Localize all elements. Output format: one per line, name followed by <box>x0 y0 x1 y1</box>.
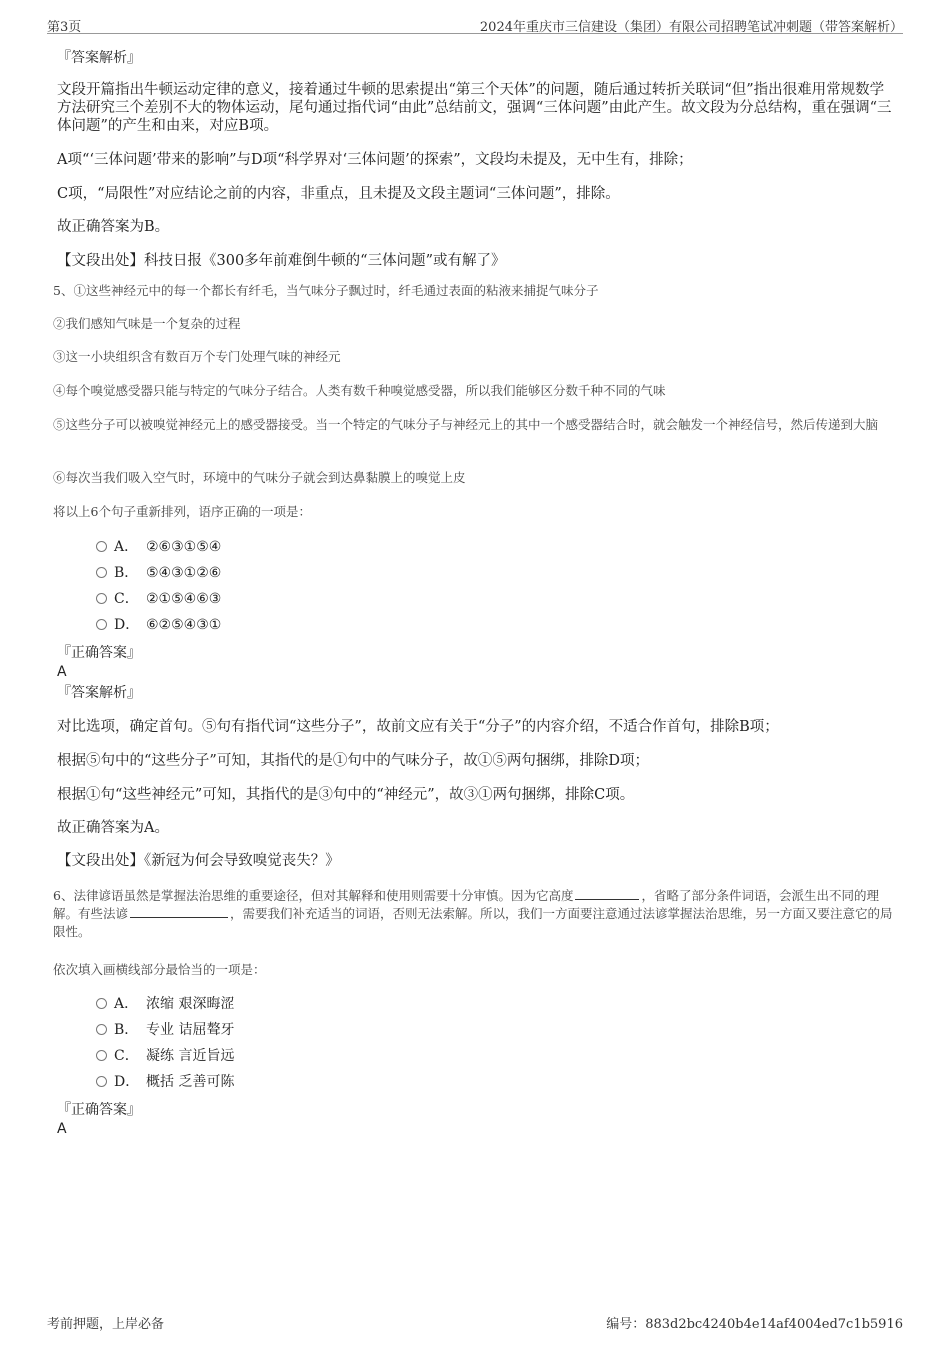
q5-analysis-para-1: 对比选项，确定首句。⑤句有指代词“这些分子”，故前文应有关于“分子”的内容介绍，不适合作首句，排除B项； <box>57 719 779 735</box>
q5-sentence-1: 5、①这些神经元中的每一个都长有纤毛，当气味分子飘过时，纤毛通过表面的粘液来捕捉气味分子 <box>53 283 599 298</box>
radio-icon[interactable] <box>96 593 107 604</box>
option-letter: B． <box>114 1022 139 1038</box>
q5-option-c[interactable] <box>96 590 221 608</box>
q6-passage <box>53 887 898 941</box>
q6-option-d[interactable] <box>96 1073 234 1091</box>
option-text: ②⑥③①⑤④ <box>146 539 222 555</box>
q6-passage-part-1: 6、法律谚语虽然是掌握法治思维的重要途径，但对其解释和使用则需要十分审慎。因为它高度 <box>53 888 574 903</box>
option-letter: D． <box>114 617 140 633</box>
q5-answer: A <box>57 664 67 680</box>
q5-answer-label: 『正确答案』 <box>57 645 141 661</box>
q5-option-a[interactable] <box>96 538 221 556</box>
radio-icon[interactable] <box>96 619 107 630</box>
q6-passage-part-2: ，省略了部分条件词语，会派生出不同的理解。有些法谚 <box>53 888 879 921</box>
page-number: 第3页 <box>47 20 82 35</box>
radio-icon[interactable] <box>96 1050 107 1061</box>
option-letter: A． <box>114 539 139 555</box>
q5-sentence-5: ⑤这些分子可以被嗅觉神经元上的感受器接受。当一个特定的气味分子与神经元上的其中一个感受器结合时，就会触发一个神经信号，然后传递到大脑 <box>53 417 879 432</box>
option-text: 专业 诘屈聱牙 <box>146 1022 235 1038</box>
q6-answer-label: 『正确答案』 <box>57 1102 141 1118</box>
q4-analysis-para-3: C项，“局限性”对应结论之前的内容，非重点，且未提及文段主题词“三体问题”，排除。 <box>57 186 620 202</box>
q5-source: 【文段出处】《新冠为何会导致嗅觉丧失？》 <box>57 853 340 869</box>
option-letter: D． <box>114 1074 140 1090</box>
q6-blank-1 <box>575 887 639 900</box>
option-text: ⑥②⑤④③① <box>146 617 222 633</box>
q5-prompt: 将以上6个句子重新排列，语序正确的一项是： <box>53 504 311 519</box>
header-divider <box>47 33 903 34</box>
page-footer <box>47 1313 903 1331</box>
q5-option-d[interactable] <box>96 616 221 634</box>
q6-blank-2 <box>130 905 228 918</box>
q5-sentence-6: ⑥每次当我们吸入空气时，环境中的气味分子就会到达鼻黏膜上的嗅觉上皮 <box>53 470 466 485</box>
option-text: ②①⑤④⑥③ <box>146 591 222 607</box>
option-text: 浓缩 艰深晦涩 <box>146 996 235 1012</box>
radio-icon[interactable] <box>96 1076 107 1087</box>
footer-slogan: 考前押题，上岸必备 <box>47 1317 165 1332</box>
q5-analysis-label: 『答案解析』 <box>57 685 141 701</box>
page-header <box>47 16 903 34</box>
q6-answer: A <box>57 1121 67 1137</box>
option-letter: A． <box>114 996 139 1012</box>
q4-analysis-para-1: 文段开篇指出牛顿运动定律的意义，接着通过牛顿的思索提出“第三个天体”的问题，随后通过转折关联词“但”指出很难用常规数学方法研究三个差别不大的物体运动，尾句通过指代词“由此”总结前文，强调“三体问题”由此产生。故文段为分总结构，重在强调“三体问题”的产生和由来，对应B项。 <box>57 82 892 134</box>
q5-sentence-2: ②我们感知气味是一个复杂的过程 <box>53 316 241 331</box>
q6-option-a[interactable] <box>96 995 234 1013</box>
option-text: ⑤④③①②⑥ <box>146 565 222 581</box>
q4-source: 【文段出处】科技日报《300多年前难倒牛顿的“三体问题”或有解了》 <box>57 253 506 269</box>
q6-option-b[interactable] <box>96 1021 234 1039</box>
option-letter: C． <box>114 1048 139 1064</box>
q5-analysis-para-2: 根据⑤句中的“这些分子”可知，其指代的是①句中的气味分子，故①⑤两句捆绑，排除D项； <box>57 753 649 769</box>
q5-analysis-para-3: 根据①句“这些神经元”可知，其指代的是③句中的“神经元”，故③①两句捆绑，排除C项。 <box>57 787 635 803</box>
q6-prompt: 依次填入画横线部分最恰当的一项是： <box>53 962 266 977</box>
option-text: 凝练 言近旨远 <box>146 1048 235 1064</box>
q4-analysis-para-2: A项“‘三体问题’带来的影响”与D项“科学界对‘三体问题’的探索”，文段均未提及，无中生有，排除； <box>57 152 693 168</box>
q4-analysis-label: 『答案解析』 <box>57 50 141 66</box>
q5-analysis-para-4: 故正确答案为A。 <box>57 820 169 836</box>
q6-passage-part-3: ，需要我们补充适当的词语，否则无法索解。所以，我们一方面要注意通过法谚掌握法治思维，另一方面又要注意它的局限性。 <box>53 906 893 939</box>
q6-option-c[interactable] <box>96 1047 234 1065</box>
document-title: 2024年重庆市三信建设（集团）有限公司招聘笔试冲刺题（带答案解析） <box>479 20 903 35</box>
option-text: 概括 乏善可陈 <box>146 1074 235 1090</box>
radio-icon[interactable] <box>96 1024 107 1035</box>
radio-icon[interactable] <box>96 541 107 552</box>
q5-sentence-3: ③这一小块组织含有数百万个专门处理气味的神经元 <box>53 349 341 364</box>
option-letter: C． <box>114 591 139 607</box>
footer-serial: 编号：883d2bc4240b4e14af4004ed7c1b5916 <box>606 1317 903 1332</box>
q4-analysis-para-4: 故正确答案为B。 <box>57 219 170 235</box>
option-letter: B． <box>114 565 139 581</box>
q5-option-b[interactable] <box>96 564 221 582</box>
radio-icon[interactable] <box>96 998 107 1009</box>
q5-sentence-4: ④每个嗅觉感受器只能与特定的气味分子结合。人类有数千种嗅觉感受器，所以我们能够区分数千种不同的气味 <box>53 383 666 398</box>
radio-icon[interactable] <box>96 567 107 578</box>
